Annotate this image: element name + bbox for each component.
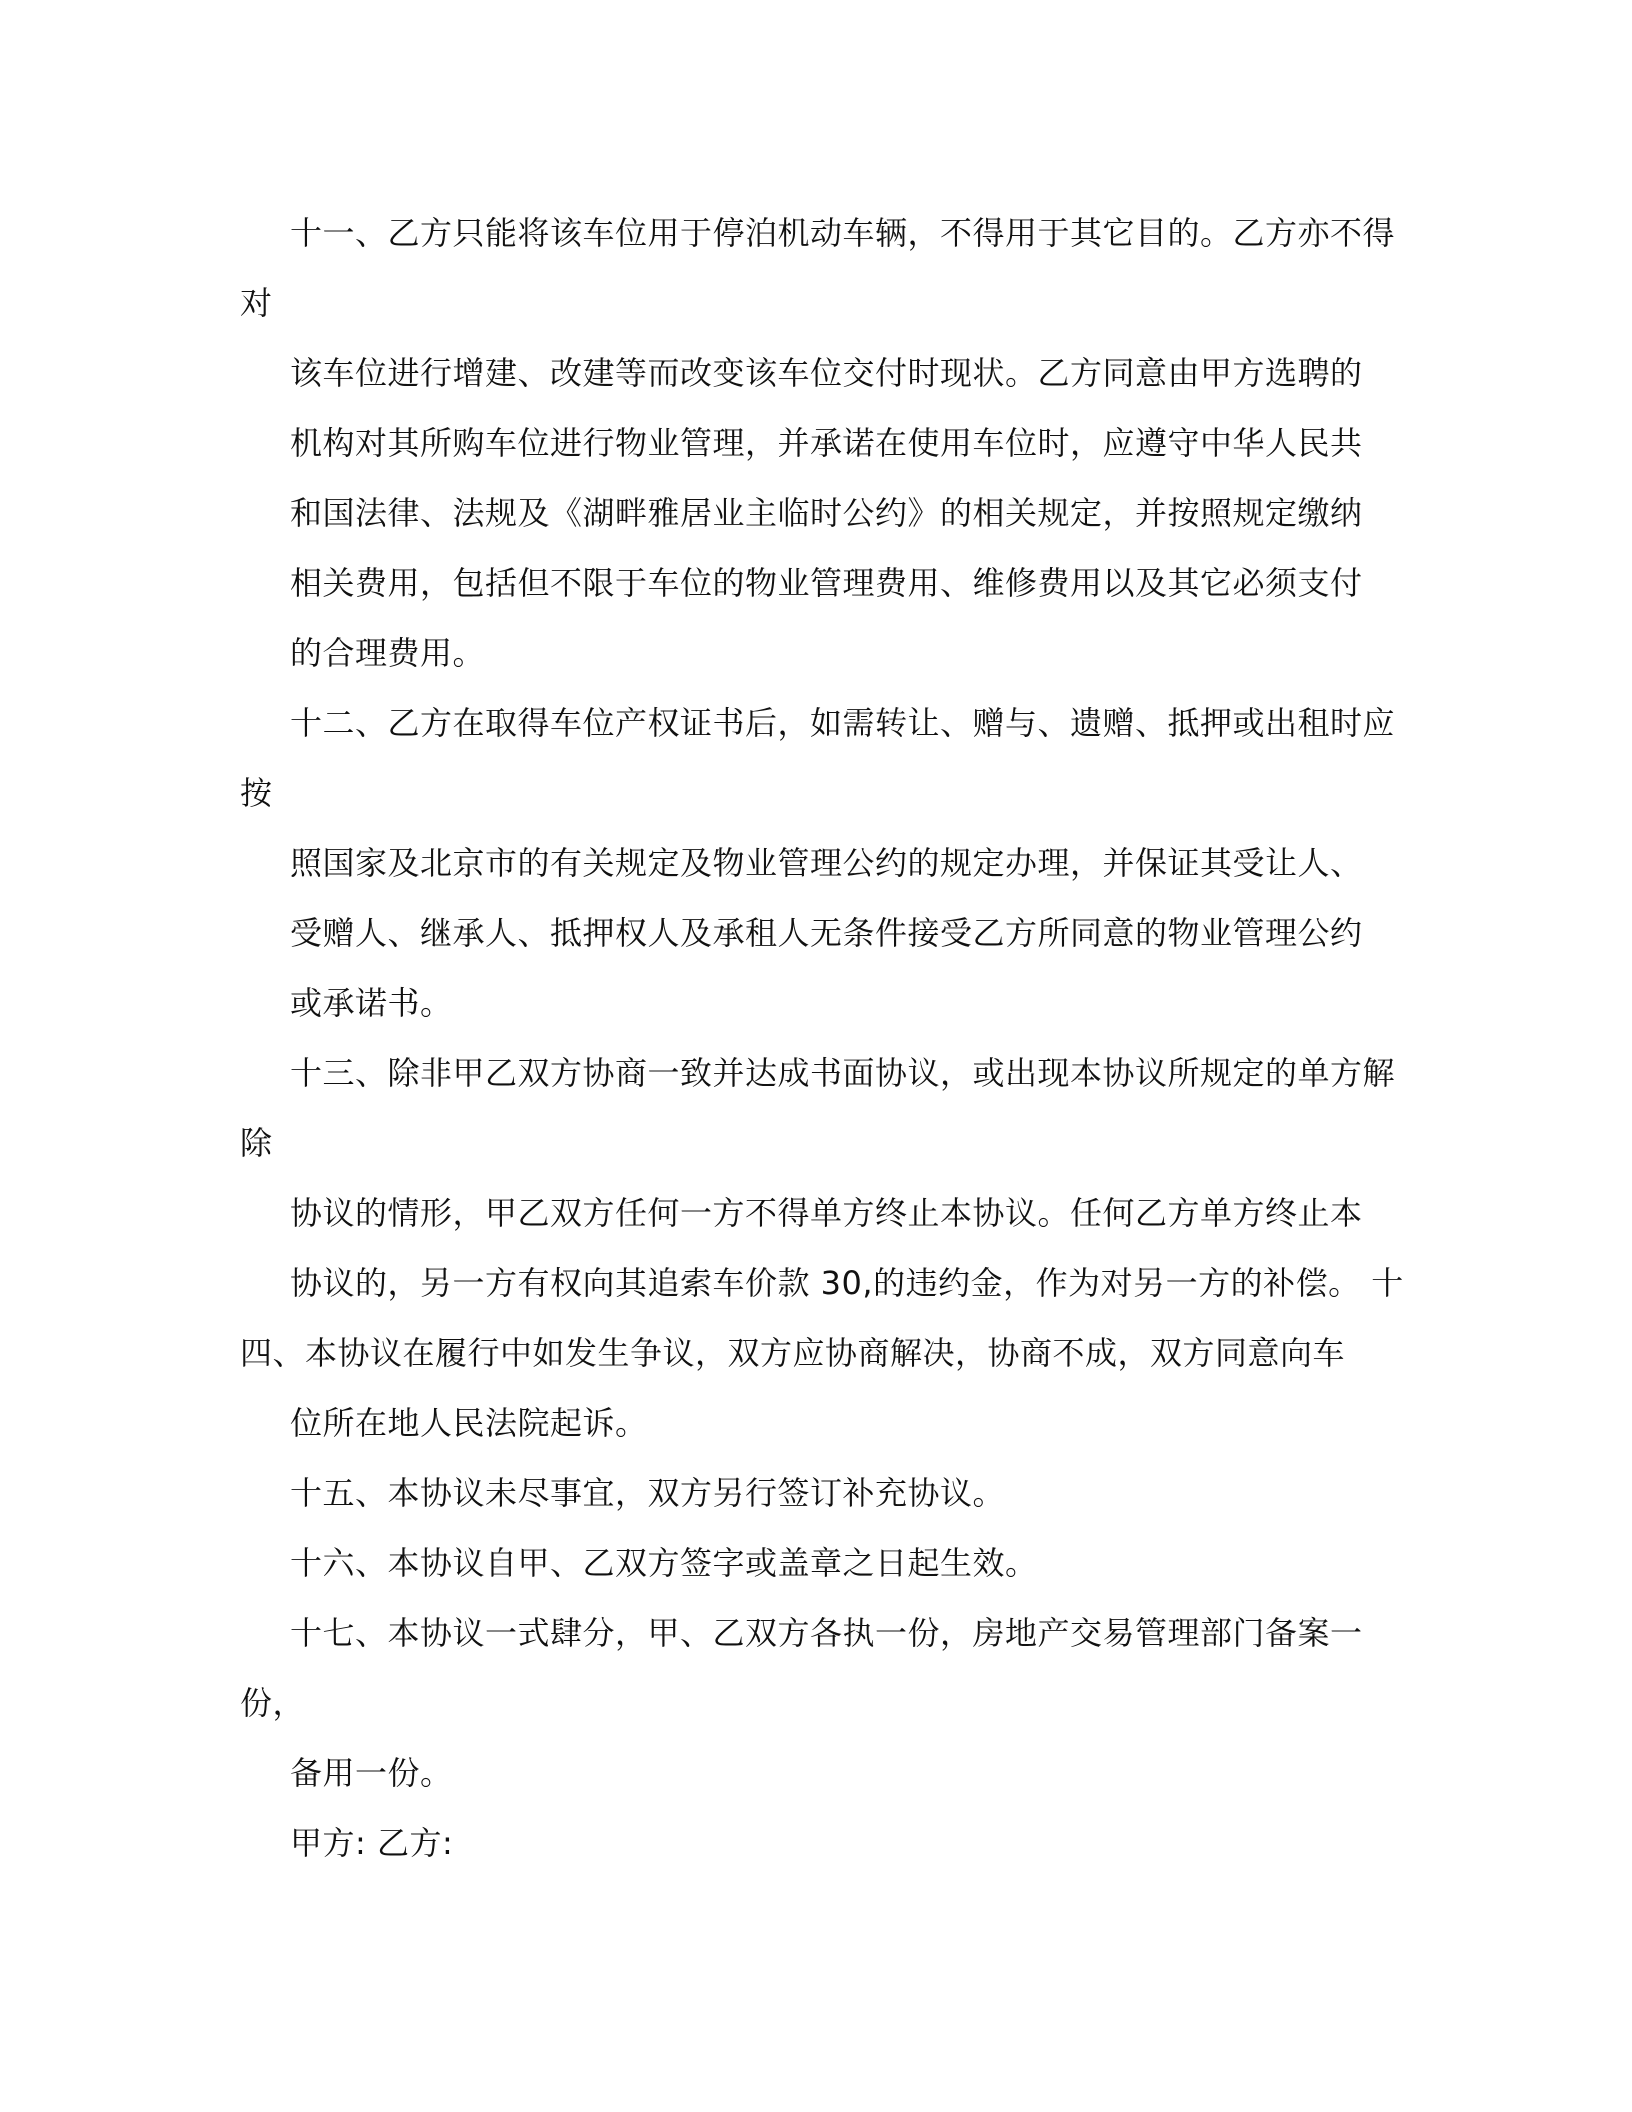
clause-15-line: 十五、本协议未尽事宜，双方另行签订补充协议。	[290, 1474, 1006, 1512]
clause-13-line-2: 除	[240, 1124, 273, 1162]
clause-13-line-3: 协议的情形，甲乙双方任何一方不得单方终止本协议。任何乙方单方终止本	[290, 1194, 1363, 1232]
clause-14-line-2: 位所在地人民法院起诉。	[290, 1404, 648, 1442]
clause-13-line-1: 十三、除非甲乙双方协商一致并达成书面协议，或出现本协议所规定的单方解	[290, 1054, 1396, 1092]
clause-11-line-7: 的合理费用。	[290, 634, 486, 672]
clause-17-line-3: 备用一份。	[290, 1754, 453, 1792]
clause-12-line-3: 照国家及北京市的有关规定及物业管理公约的规定办理，并保证其受让人、	[290, 844, 1363, 882]
clause-12-line-1: 十二、乙方在取得车位产权证书后，如需转让、赠与、遗赠、抵押或出租时应	[290, 704, 1396, 742]
clause-12-line-4: 受赠人、继承人、抵押权人及承租人无条件接受乙方所同意的物业管理公约	[290, 914, 1363, 952]
clause-14-line-1: 四、本协议在履行中如发生争议，双方应协商解决，协商不成，双方同意向车	[240, 1334, 1346, 1372]
clause-11-line-5: 和国法律、法规及《湖畔雅居业主临时公约》的相关规定，并按照规定缴纳	[290, 494, 1363, 532]
clause-13-line-4: 协议的，另一方有权向其追索车价款 30,的违约金，作为对另一方的补偿。 十	[290, 1264, 1404, 1302]
clause-11-line-1: 十一、乙方只能将该车位用于停泊机动车辆，不得用于其它目的。乙方亦不得	[290, 214, 1396, 252]
clause-11-line-4: 机构对其所购车位进行物业管理，并承诺在使用车位时，应遵守中华人民共	[290, 424, 1363, 462]
clause-17-line-1: 十七、本协议一式肆分，甲、乙双方各执一份，房地产交易管理部门备案一	[290, 1614, 1363, 1652]
clause-12-line-2: 按	[240, 774, 273, 812]
clause-17-line-2: 份，	[240, 1684, 306, 1722]
clause-11-line-2: 对	[240, 284, 273, 322]
signature-line: 甲方: 乙方:	[290, 1824, 454, 1862]
clause-12-line-5: 或承诺书。	[290, 984, 453, 1022]
document-body	[0, 198, 1632, 1878]
clause-11-line-6: 相关费用，包括但不限于车位的物业管理费用、维修费用以及其它必须支付	[290, 564, 1363, 602]
clause-11-line-3: 该车位进行增建、改建等而改变该车位交付时现状。乙方同意由甲方选聘的	[290, 354, 1363, 392]
clause-16-line: 十六、本协议自甲、乙双方签字或盖章之日起生效。	[290, 1544, 1038, 1582]
